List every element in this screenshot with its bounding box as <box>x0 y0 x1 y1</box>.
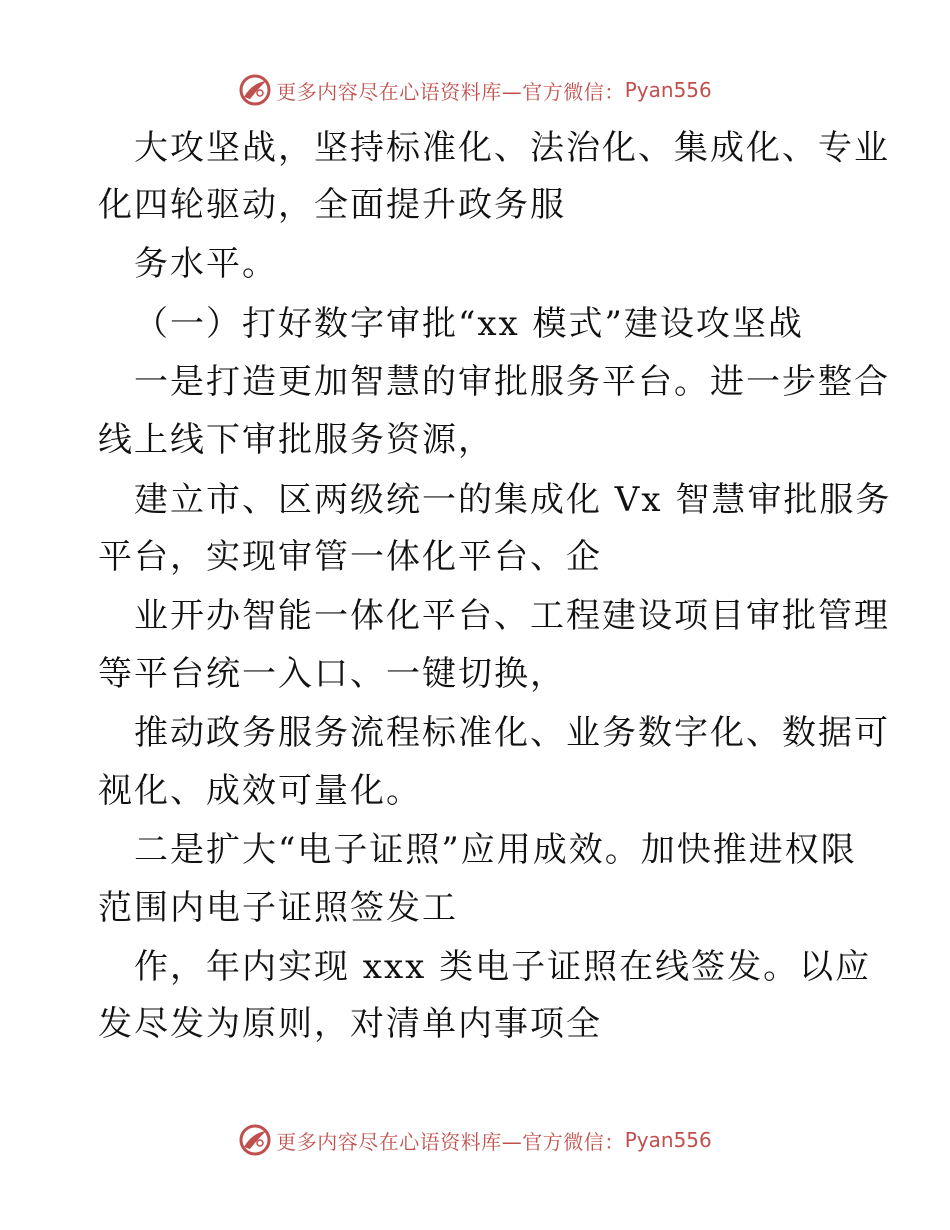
body-line-15: 作，年内实现 xxx 类电子证照在线签发。以应 <box>134 947 872 987</box>
body-line-1: 大攻坚战，坚持标准化、法治化、集成化、专业 <box>134 128 890 168</box>
body-line-14: 范围内电子证照签发工 <box>98 888 458 928</box>
body-line-5: 一是打造更加智慧的审批服务平台。进一步整合 <box>134 362 890 402</box>
body-line-7: 建立市、区两级统一的集成化 Vx 智慧审批服务 <box>134 480 892 520</box>
section-heading: （一）打好数字审批“xx 模式”建设攻坚战 <box>134 304 804 344</box>
banner-wechat-id: Pyan556 <box>624 1128 712 1152</box>
body-line-13: 二是扩大“电子证照”应用成效。加快推进权限 <box>134 830 857 870</box>
footer-banner <box>0 1120 950 1160</box>
banner-text: 更多内容尽在心语资料库—官方微信： <box>276 79 625 104</box>
banner-text: 更多内容尽在心语资料库—官方微信： <box>276 1129 625 1154</box>
body-line-12: 视化、成效可量化。 <box>98 771 422 811</box>
body-line-3: 务水平。 <box>134 244 278 284</box>
body-line-16: 发尽发为原则，对清单内事项全 <box>98 1004 602 1044</box>
body-line-2: 化四轮驱动，全面提升政务服 <box>98 185 566 225</box>
body-line-8: 平台，实现审管一体化平台、企 <box>98 537 602 577</box>
body-line-6: 线上线下审批服务资源， <box>98 420 494 460</box>
banner-wechat-id: Pyan556 <box>624 78 712 102</box>
pen-seal-logo-icon <box>238 1123 272 1157</box>
body-line-9: 业开办智能一体化平台、工程建设项目审批管理 <box>134 596 890 636</box>
body-line-10: 等平台统一入口、一键切换， <box>98 654 566 694</box>
header-banner <box>0 70 950 110</box>
body-line-11: 推动政务服务流程标准化、业务数字化、数据可 <box>134 713 890 753</box>
pen-seal-logo-icon <box>238 73 272 107</box>
